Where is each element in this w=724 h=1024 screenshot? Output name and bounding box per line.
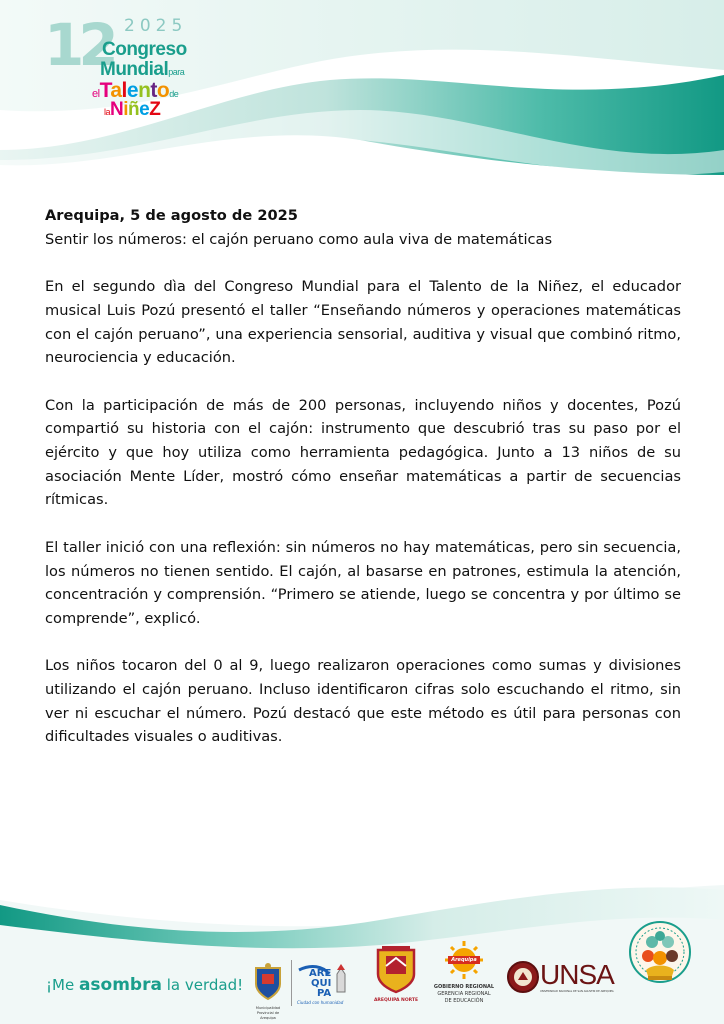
slogan-prefix: ¡Me xyxy=(46,976,79,994)
unsa-seal-icon xyxy=(506,960,540,994)
article-subtitle: Sentir los números: el cajón peruano como aula viva de matemáticas xyxy=(45,230,553,248)
gobierno-line-3: DE EDUCACIÓN xyxy=(444,998,484,1004)
article-paragraph-4-line-1: Los niños tocaron del 0 al 9, luego realizaron operaciones como sumas y divisiones xyxy=(45,657,681,675)
footer-slogan xyxy=(46,975,243,995)
unsa-logo xyxy=(506,958,622,1004)
logo-number: 12 xyxy=(44,11,113,79)
gobierno-regional-logo xyxy=(428,940,500,1020)
article-paragraph-2: Con la participación de más de 200 personas, incluyendo niños y docentes, Pozú compartió su historia con el cajón: instrumento que descubrió tras su paso por el ejército y que hoy utiliza como herramienta pedagógica. Junto a 13 niños de su asociación Mente Líder, mostró cómo enseñar matemáticas a partir de secuencias rítmicas. xyxy=(45,396,681,509)
municipalidad-label: Municipalidad Provincial de Arequipa xyxy=(255,1006,281,1020)
children-emblem-icon xyxy=(626,912,694,1006)
article-body xyxy=(45,204,681,749)
svg-text:ARE: ARE xyxy=(309,968,332,979)
logo-de: de xyxy=(169,89,179,99)
ugel-arequipa-norte-logo xyxy=(370,944,422,1016)
svg-text:QUI: QUI xyxy=(311,978,332,989)
congress-logo xyxy=(40,11,210,124)
logo-mundial: Mundial xyxy=(100,59,169,80)
slogan-suffix: la verdad! xyxy=(161,976,244,994)
logo-el: el xyxy=(92,88,100,100)
children-emblem-logo xyxy=(626,912,694,1006)
logo-para: para xyxy=(168,67,185,77)
logo-line-ninez xyxy=(104,100,160,122)
partner-logos xyxy=(250,940,710,1020)
arequipa-mark-icon xyxy=(297,962,353,996)
logo-year: 2025 xyxy=(124,16,188,36)
logo-divider xyxy=(291,960,292,1006)
gobierno-brand: Arequipa xyxy=(451,957,477,963)
logo-la: la xyxy=(104,107,111,117)
municipalidad-logo xyxy=(250,962,286,1018)
page-header xyxy=(0,0,724,200)
municipal-shield-icon xyxy=(250,962,286,1002)
article-dateline: Arequipa, 5 de agosto de 2025 xyxy=(45,207,298,224)
logo-line-congreso: Congreso xyxy=(102,39,187,60)
logo-talento: Talento xyxy=(99,79,170,102)
svg-text:PA: PA xyxy=(317,988,332,996)
slogan-strong: asombra xyxy=(78,975,162,995)
article-paragraph-3: El taller inició con una reflexión: sin números no hay matemáticas, pero sin secuencia, los números no tienen sentido. El cajón, al basarse en patrones, estimula la atención, concentración y comprensión. “Primero se atiende, luego se concentra y por último se comprende”, explicó. xyxy=(45,538,681,627)
arequipa-city-logo xyxy=(297,962,353,1012)
ugel-label: AREQUIPA NORTE xyxy=(373,998,419,1003)
page-footer xyxy=(0,880,724,1024)
article-paragraph-1: En el segundo dìa del Congreso Mundial para el Talento de la Niñez, el educador musical Luis Pozú presentó el taller “Enseñando números y operaciones matemáticas con el cajón peruano”, una experiencia sensorial, auditiva y visual que combinó ritmo, neurociencia y educación. xyxy=(45,278,681,367)
arequipa-tagline: Ciudad con humanidad xyxy=(297,1000,344,1005)
unsa-text: UNSA xyxy=(540,959,614,990)
logo-ninez: NiñeZ xyxy=(110,99,161,120)
unsa-subtitle: UNIVERSIDAD NACIONAL DE SAN AGUSTÍN DE AREQUIPA xyxy=(540,990,614,993)
ugel-crest-icon xyxy=(370,944,422,994)
article-paragraph-4-rest: utilizando el cajón peruano. Incluso identificaron cifras solo escuchando el ritmo, sin ver ni escuchar el número. Pozú destacó que este método es útil para personas con dificultades visuales o auditivas. xyxy=(45,681,681,746)
gobierno-line-2: GERENCIA REGIONAL xyxy=(437,991,491,997)
gobierno-line-1: GOBIERNO REGIONAL xyxy=(433,984,495,990)
